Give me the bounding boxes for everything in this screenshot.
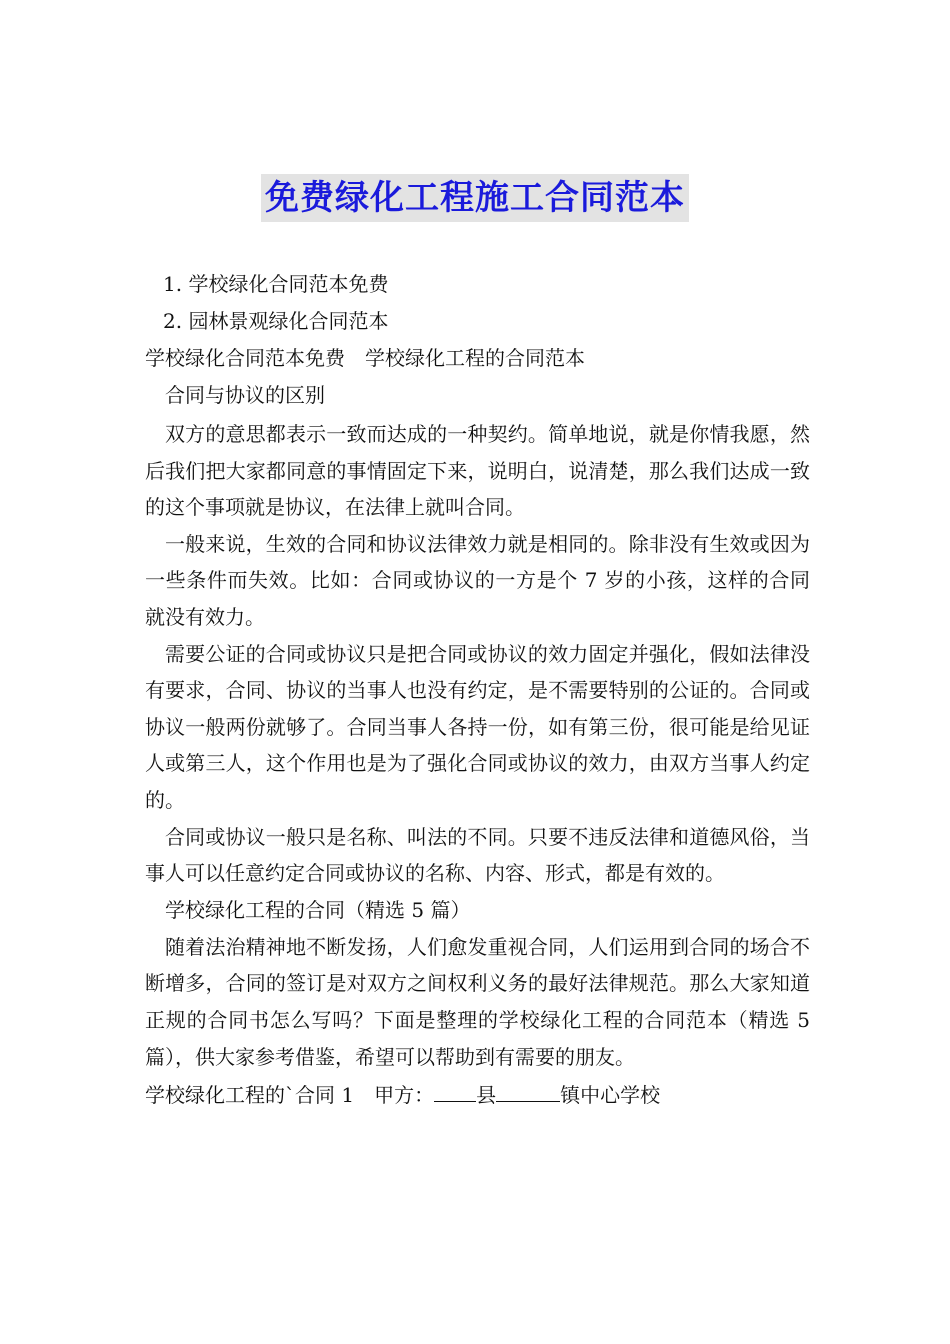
paragraph-4: 合同或协议一般只是名称、叫法的不同。只要不违反法律和道德风俗，当事人可以任意约定合同或协议的名称、内容、形式，都是有效的。 (145, 824, 810, 886)
section-paragraph: 随着法治精神地不断发扬，人们愈发重视合同，人们运用到合同的场合不断增多，合同的签订是对双方之间权利义务的最好法律规范。那么大家知道正规的合同书怎么写吗？下面是整理的学校绿化工程的合同范本（精选 5 篇），供大家参考借鉴，希望可以帮助到有需要的朋友。 (145, 934, 810, 1069)
document-body (145, 266, 810, 1112)
toc-item-2[interactable]: 2. 园林景观绿化合同范本 (163, 309, 389, 333)
sub-heading: 合同与协议的区别 (165, 383, 325, 407)
contract-party-line (145, 1075, 810, 1112)
contract-suffix: 镇中心学校 (560, 1083, 661, 1108)
blank-town[interactable] (496, 1075, 560, 1102)
paragraph-3: 需要公证的合同或协议只是把合同或协议的效力固定并强化，假如法律没有要求，合同、协议的当事人也没有约定，是不需要特别的公证的。合同或协议一般两份就够了。合同当事人各持一份，如有第三份，很可能是给见证人或第三人，这个作用也是为了强化合同或协议的效力，由双方当事人约定的。 (145, 641, 810, 812)
blank-county[interactable] (434, 1075, 476, 1102)
paragraph-2: 一般来说，生效的合同和协议法律效力就是相同的。除非没有生效或因为一些条件而失效。比如：合同或协议的一方是个 7 岁的小孩，这样的合同就没有效力。 (145, 531, 810, 629)
contract-county-label: 县 (476, 1083, 497, 1108)
toc-item-1[interactable]: 1. 学校绿化合同范本免费 (163, 272, 389, 296)
contract-prefix: 学校绿化工程的`合同 1 甲方： (145, 1083, 435, 1108)
heading-line: 学校绿化合同范本免费 学校绿化工程的合同范本 (145, 346, 585, 370)
title-wrap (0, 174, 950, 222)
section-heading: 学校绿化工程的合同（精选 5 篇） (165, 897, 471, 922)
paragraph-1: 双方的意思都表示一致而达成的一种契约。简单地说，就是你情我愿，然后我们把大家都同意的事情固定下来，说明白，说清楚，那么我们达成一致的这个事项就是协议，在法律上就叫合同。 (145, 422, 810, 520)
document-title: 免费绿化工程施工合同范本 (261, 174, 689, 222)
